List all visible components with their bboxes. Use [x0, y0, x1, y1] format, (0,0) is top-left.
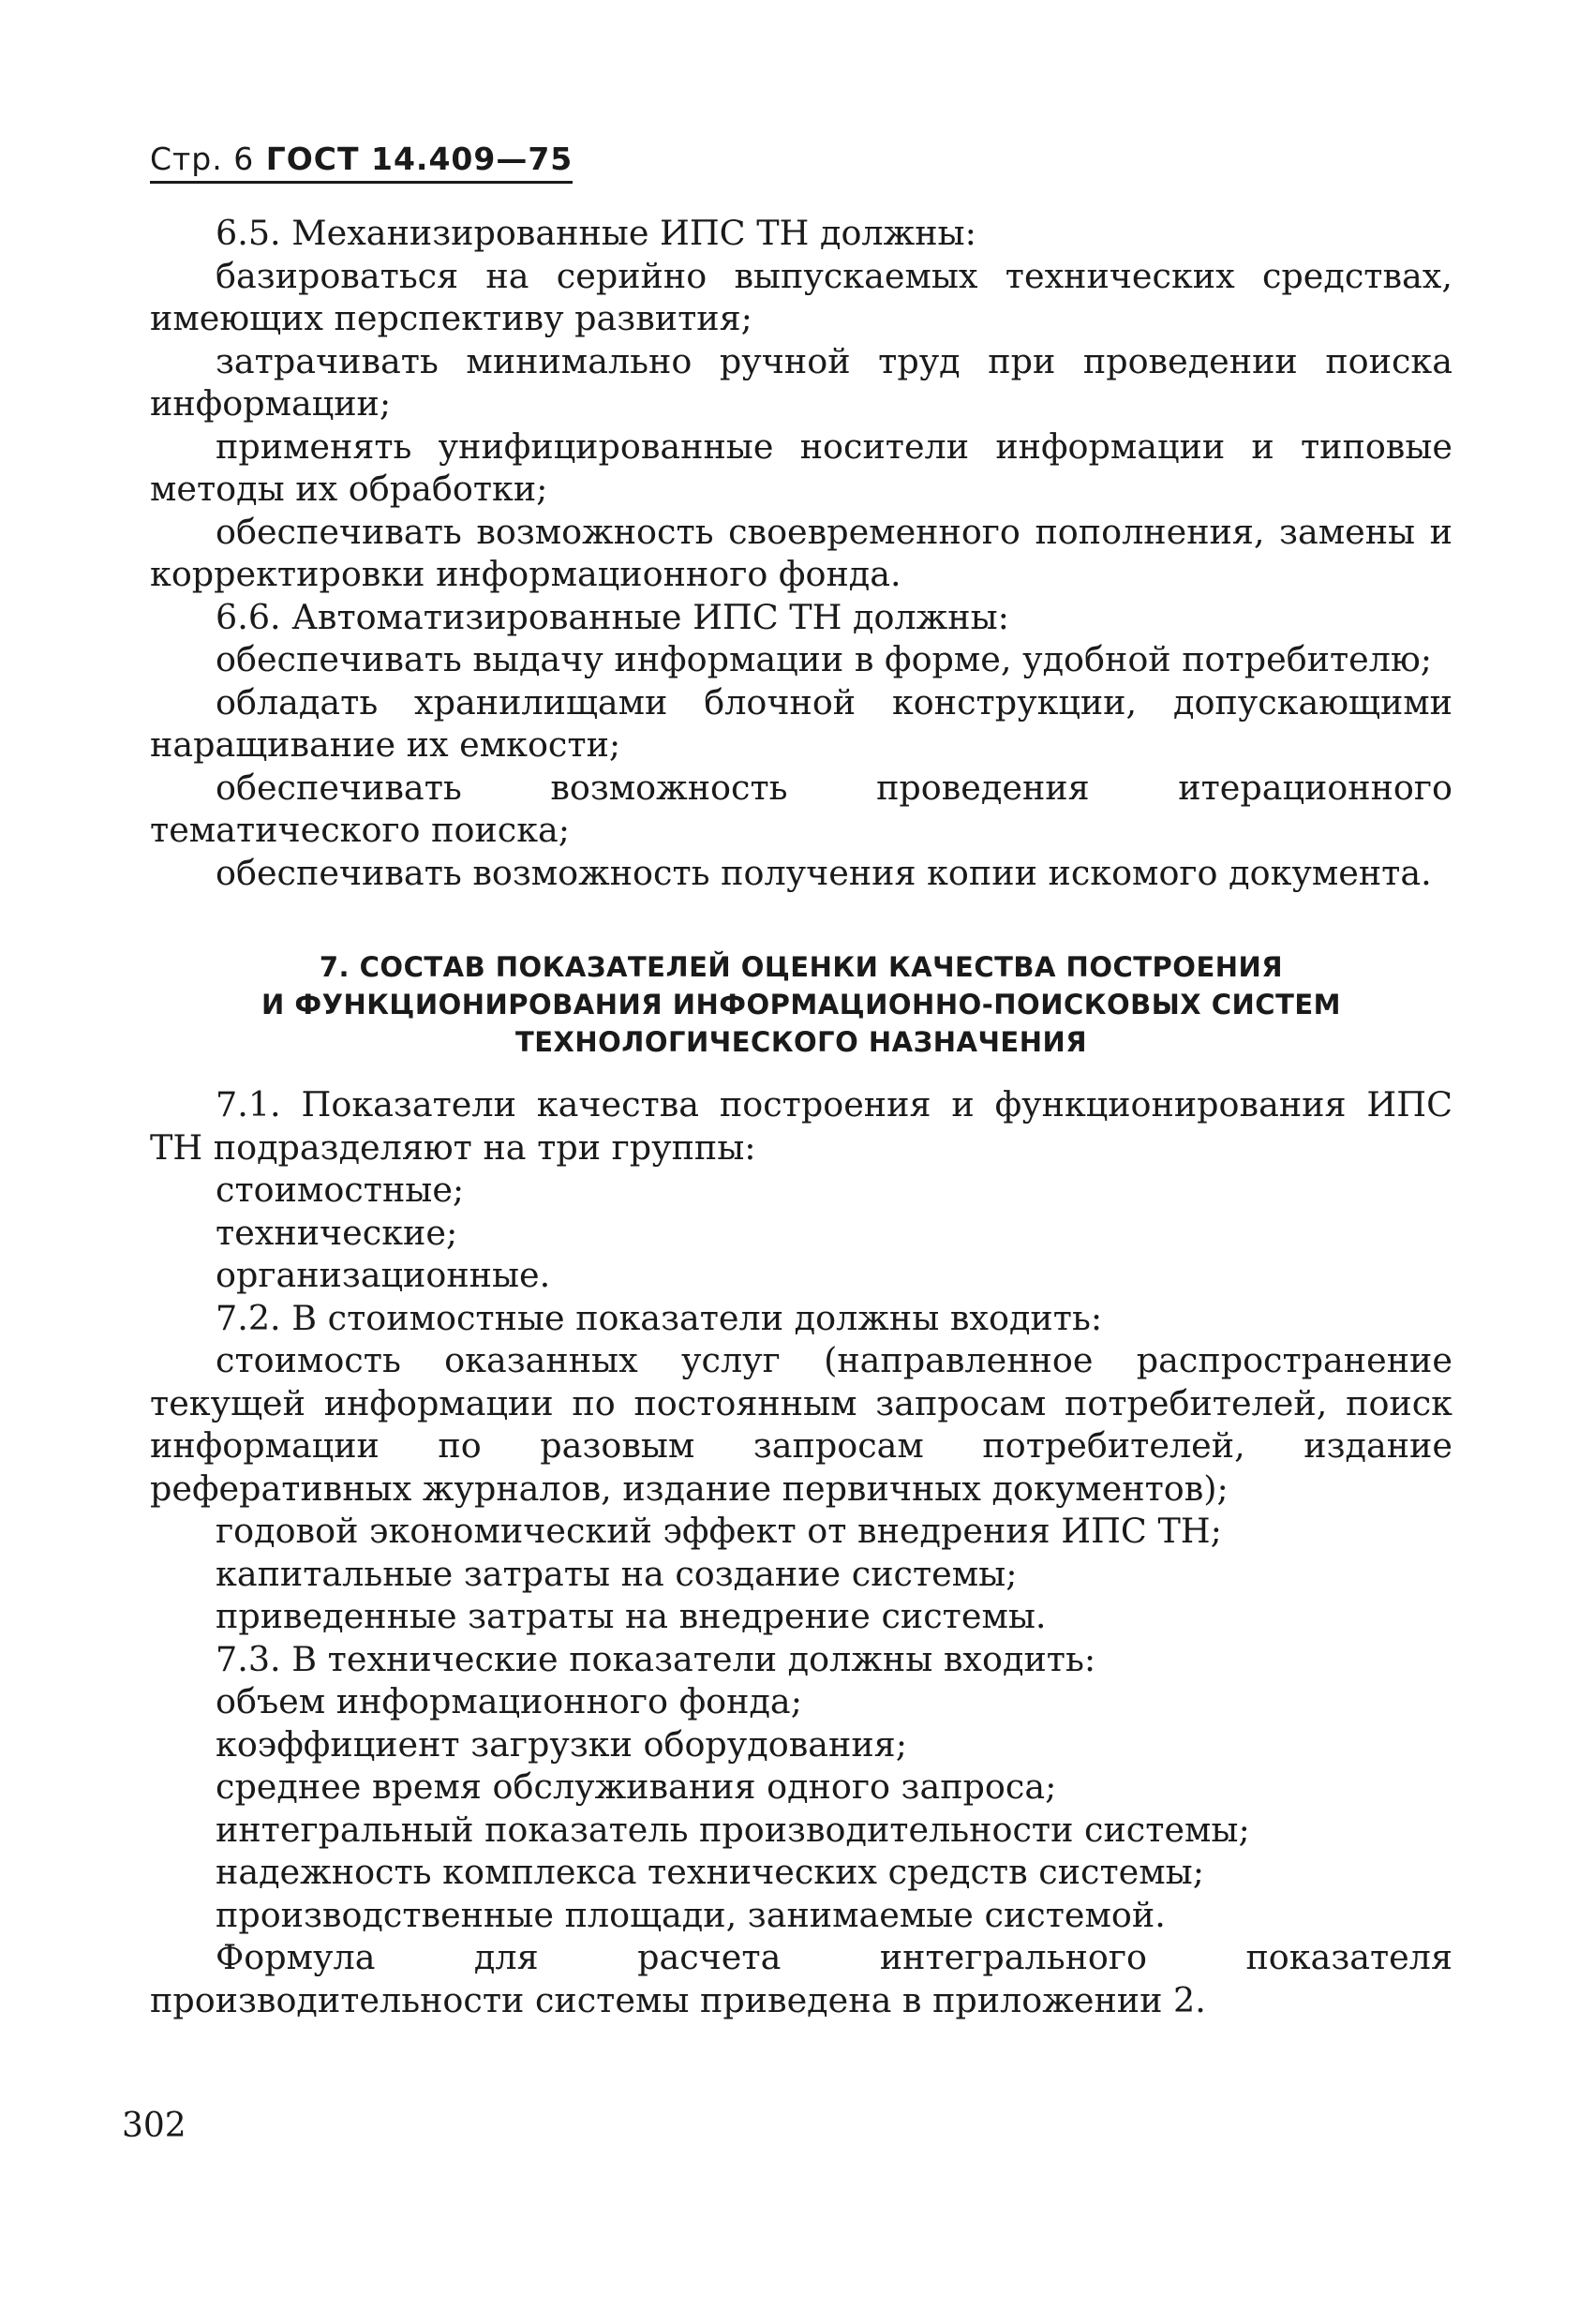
clause-item: обеспечивать возможность своевременного пополнения, замены и корректировки информационного фонда. — [150, 511, 1452, 594]
clause-item: технические; — [216, 1212, 458, 1253]
clause-item: капитальные затраты на создание системы; — [216, 1553, 1018, 1594]
clause-heading: 6.5. Механизированные ИПС ТН должны: — [216, 213, 976, 253]
clause-heading: 7.3. В технические показатели должны входить: — [216, 1638, 1096, 1679]
clause-heading: 6.6. Автоматизированные ИПС ТН должны: — [216, 596, 1009, 637]
clause-item: годовой экономический эффект от внедрения ИПС ТН; — [216, 1511, 1222, 1551]
clause-item: организационные. — [216, 1255, 551, 1295]
formula-note: Формула для расчета интегрального показателя производительности системы приведена в приложении 2. — [150, 1937, 1452, 2020]
clause-item: среднее время обслуживания одного запроса; — [216, 1766, 1057, 1807]
clause-item: применять унифицированные носители информации и типовые методы их обработки; — [150, 425, 1452, 509]
page-label: Стр. 6 — [150, 141, 255, 177]
clause-item: обеспечивать выдачу информации в форме, удобной потребителю; — [216, 639, 1433, 679]
section-title-line: И ФУНКЦИОНИРОВАНИЯ ИНФОРМАЦИОННО-ПОИСКОВЫХ СИСТЕМ — [261, 989, 1342, 1020]
clause-item: стоимостные; — [216, 1169, 465, 1210]
section-title-line: ТЕХНОЛОГИЧЕСКОГО НАЗНАЧЕНИЯ — [514, 1026, 1088, 1058]
clause-item: объем информационного фонда; — [216, 1681, 802, 1721]
clause-item: базироваться на серийно выпускаемых технических средствах, имеющих перспективу развития; — [150, 255, 1452, 338]
clause-item: производственные площади, занимаемые системой. — [216, 1894, 1166, 1935]
clause-item: обеспечивать возможность получения копии искомого документа. — [216, 852, 1432, 893]
clause-item: обладать хранилищами блочной конструкции, допускающими наращивание их емкости; — [150, 681, 1452, 765]
clause-item: коэффициент загрузки оборудования; — [216, 1723, 908, 1765]
document-page — [150, 141, 1452, 2021]
section-title-line: 7. СОСТАВ ПОКАЗАТЕЛЕЙ ОЦЕНКИ КАЧЕСТВА ПОСТРОЕНИЯ — [319, 951, 1284, 983]
page-number: 302 — [122, 2107, 186, 2145]
running-header — [150, 141, 573, 184]
clause-item: стоимость оказанных услуг (направленное распространение текущей информации по постоянным запросам потребителей, поиск информации по разовым запросам потребителей, издание реферативных журналов, издание первичных документов); — [150, 1340, 1452, 1509]
section-title — [150, 948, 1452, 1061]
clause-item: обеспечивать возможность проведения итерационного тематического поиска; — [150, 767, 1452, 850]
clause-item: затрачивать минимально ручной труд при проведении поиска информации; — [150, 340, 1452, 424]
clause-heading: 7.2. В стоимостные показатели должны входить: — [216, 1297, 1103, 1338]
clause-heading: 7.1. Показатели качества построения и функционирования ИПС ТН подразделяют на три группы: — [150, 1084, 1452, 1168]
clause-item: приведенные затраты на внедрение системы. — [216, 1596, 1047, 1636]
clause-item: надежность комплекса технических средств системы; — [216, 1852, 1205, 1892]
standard-number: ГОСТ 14.409—75 — [265, 141, 574, 177]
clause-item: интегральный показатель производительности системы; — [216, 1809, 1250, 1850]
